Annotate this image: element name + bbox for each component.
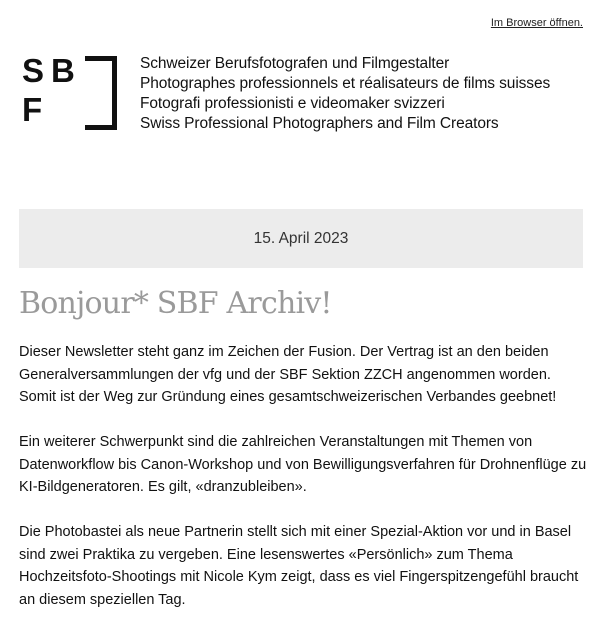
tagline-fr: Photographes professionnels et réalisateurs de films suisses — [140, 75, 551, 92]
newsletter-body — [19, 341, 589, 634]
tagline-en: Swiss Professional Photographers and Film Creators — [140, 115, 499, 132]
tagline-de: Schweizer Berufsfotografen und Filmgestalter — [140, 55, 450, 72]
logo-frame-icon — [85, 56, 117, 130]
logo-letter-s: S — [22, 52, 45, 89]
sbf-logo[interactable] — [22, 54, 122, 130]
tagline-it: Fotografi professionisti e videomaker svizzeri — [140, 95, 445, 112]
logo-letter-b: B — [51, 52, 75, 89]
body-paragraph: Ein weiterer Schwerpunkt sind die zahlreichen Veranstaltungen mit Themen von Datenworkflow bis Canon-Workshop und von Bewilligungsverfahren für Drohnenflüge zu KI-Bildgeneratoren. Es gilt, «dranzubleiben». — [19, 434, 587, 495]
newsletter-header — [22, 54, 592, 134]
body-paragraph: Die Photobastei als neue Partnerin stellt sich mit einer Spezial-Aktion vor und in Basel sind zwei Praktika zu vergeben. Eine lesenswertes «Persönlich» zum Thema Hochzeitsfoto-Shootings mit Nicole Kym zeigt, dass es viel Fingerspitzengefühl braucht an diesem speziellen Tag. — [19, 524, 579, 608]
association-taglines — [140, 54, 550, 134]
date-banner — [19, 209, 583, 268]
greeting-heading: Bonjour* SBF Archiv! — [19, 286, 332, 321]
body-paragraph: Dieser Newsletter steht ganz im Zeichen der Fusion. Der Vertrag ist an den beiden Generalversammlungen der vfg und der SBF Sektion ZZCH angenommen worden. Somit ist der Weg zur Gründung eines gesamtschweizerischen Verbandes geebnet! — [19, 344, 557, 405]
newsletter-date: 15. April 2023 — [253, 229, 349, 247]
open-in-browser-link[interactable]: Im Browser öffnen. — [490, 17, 583, 29]
logo-letter-f: F — [22, 91, 43, 128]
